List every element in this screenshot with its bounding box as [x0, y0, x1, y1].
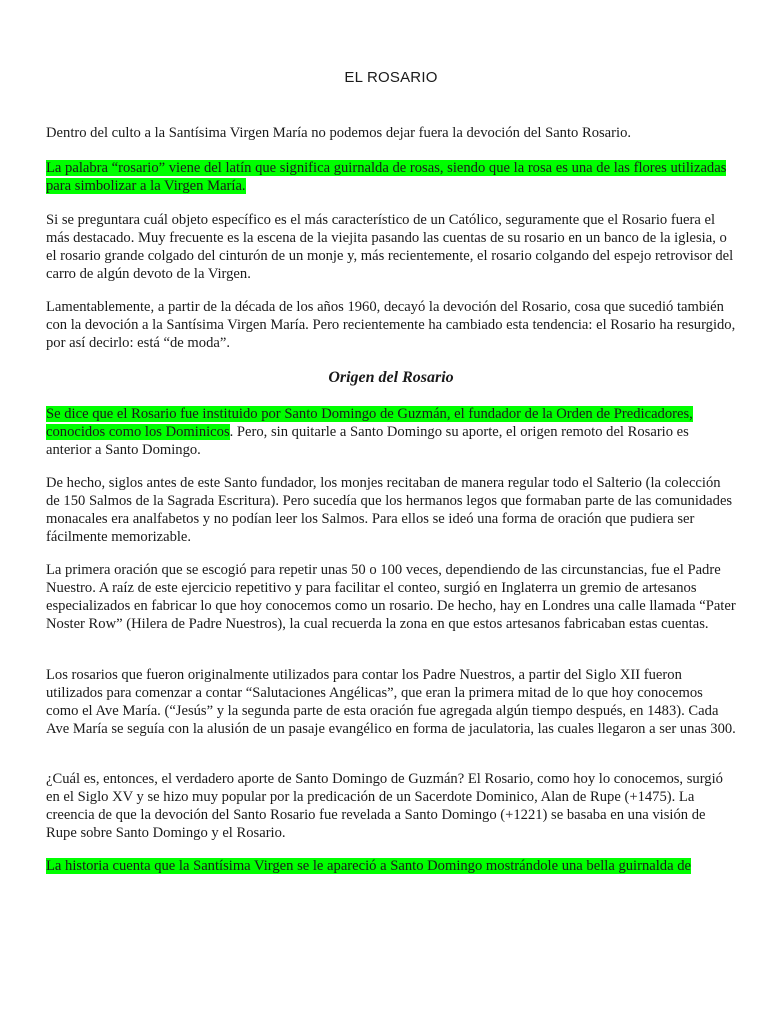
paragraph-intro: Dentro del culto a la Santísima Virgen María no podemos dejar fuera la devoción del Santo Rosario.: [46, 125, 632, 141]
paragraph-catholic-symbol: Si se preguntara cuál objeto específico es el más característico de un Católico, seguramente que el Rosario fuera el más destacado. Muy frecuente es la escena de la viejita pasando las cuentas de su rosario en un banco de la iglesia, o el rosario grande colgado del cinturón de un monje y, más recientemente, el rosario colgando del espejo retrovisor del carro de algún devoto de la Virgen.: [46, 212, 734, 282]
highlighted-text: La palabra “rosario” viene del latín que significa guirnalda de rosas, siendo que la rosa es una de las flores utilizadas para simbolizar a la Virgen María.: [46, 160, 727, 194]
paragraph-origin-rest: . Pero, sin quitarle a Santo Domingo su aporte, el origen remoto del Rosario es anterior a Santo Domingo.: [46, 424, 689, 458]
paragraph-decline: Lamentablemente, a partir de la década de los años 1960, decayó la devoción del Rosario, cosa que sucedió también con la devoción a la Santísima Virgen María. Pero recientemente ha cambiado esta tendencia: el Rosario ha resurgido, por así decirlo: está “de moda”.: [46, 299, 736, 351]
paragraph-origin: [46, 405, 736, 459]
document-title: EL ROSARIO: [344, 69, 438, 86]
paragraph-salutaciones: Los rosarios que fueron originalmente utilizados para contar los Padre Nuestros, a partir del Siglo XII fueron utilizados para comenzar a contar “Salutaciones Angélicas”, que eran la primera mitad de lo que hoy conocemos como el Ave María. (“Jesús” y la segunda parte de esta oración fue agregada algún tiempo después, en 1483). Cada Ave María se seguía con la alusión de un pasaje evangélico en forma de jaculatoria, las cuales llegaron a ser unas 300.: [46, 667, 736, 737]
highlighted-text: La historia cuenta que la Santísima Virgen se le apareció a Santo Domingo mostrándole una bella guirnalda de: [46, 858, 691, 874]
paragraph-salterio: De hecho, siglos antes de este Santo fundador, los monjes recitaban de manera regular todo el Salterio (la colección de 150 Salmos de la Sagrada Escritura). Pero sucedía que los hermanos legos que formaban parte de las comunidades monacales era analfabetos y no podían leer los Salmos. Para ellos se ideó una forma de oración que pudiera ser fácilmente memorizable.: [46, 475, 733, 545]
section-heading: Origen del Rosario: [328, 369, 454, 386]
paragraph-padre-nuestro: La primera oración que se escogió para repetir unas 50 o 100 veces, dependiendo de las circunstancias, fue el Padre Nuestro. A raíz de este ejercicio repetitivo y para facilitar el conteo, surgió en Inglaterra un gremio de artesanos especializados en fabricar lo que hoy conocemos como un rosario. De hecho, hay en Londres una calle llamada “Pater Noster Row” (Hilera de Padre Nuestros), la cual recuerda la zona en que estos artesanos fabricaban estas cuentas.: [46, 562, 736, 632]
paragraph-santo-domingo: ¿Cuál es, entonces, el verdadero aporte de Santo Domingo de Guzmán? El Rosario, como hoy lo conocemos, surgió en el Siglo XV y se hizo muy popular por la predicación de un Sacerdote Dominico, Alan de Rupe (+1475). La creencia de que la devoción del Santo Rosario fue revelada a Santo Domingo (+1221) se basaba en una visión de Rupe sobre Santo Domingo y el Rosario.: [46, 771, 723, 841]
paragraph-rosario-meaning: [46, 159, 736, 195]
highlighted-text: Se dice que el Rosario fue instituido por Santo Domingo de Guzmán, el fundador de la Orden de Predicadores, conocidos como los Dominicos: [46, 406, 693, 440]
paragraph-historia: [46, 857, 736, 875]
